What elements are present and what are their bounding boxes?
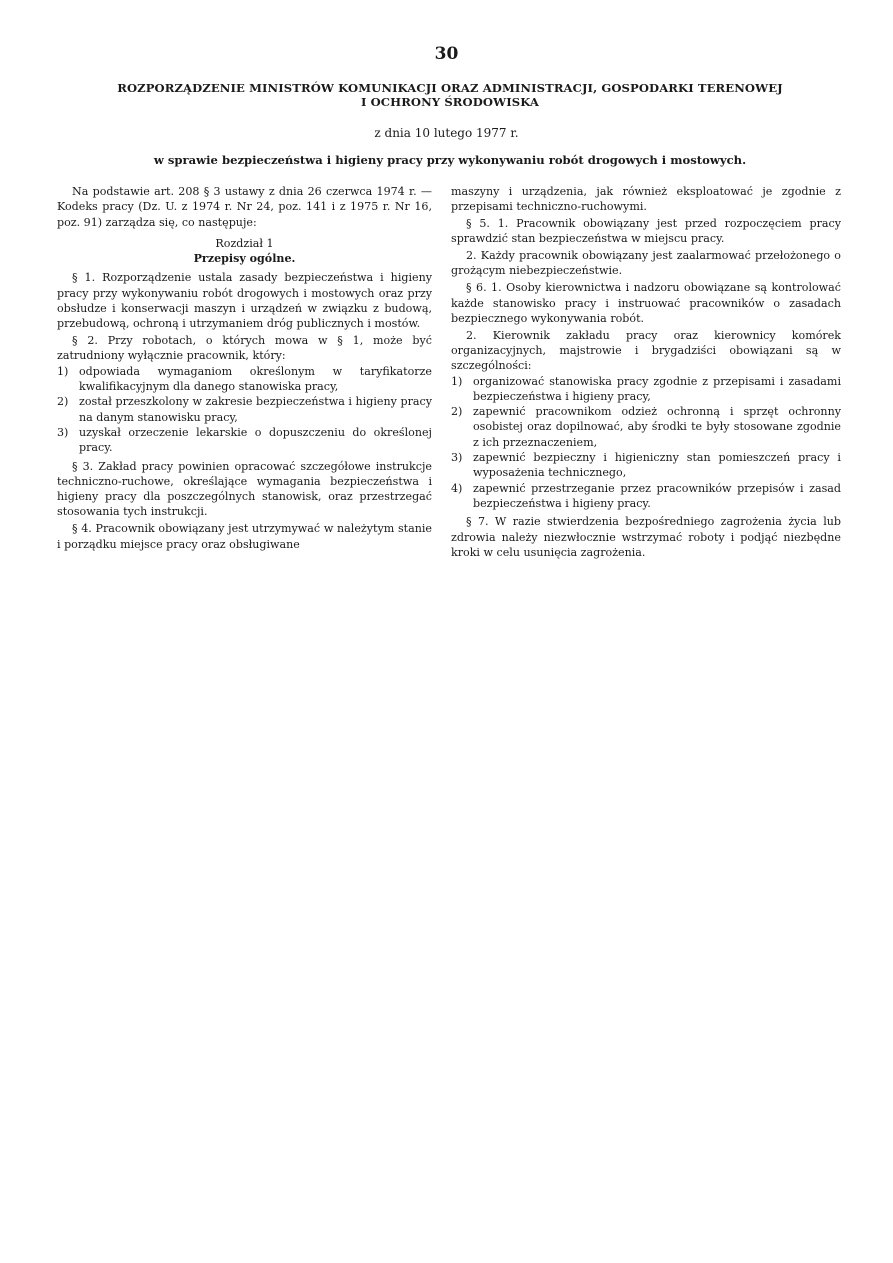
list-item-text: zapewnić bezpieczny i higieniczny stan pomieszczeń pracy i wyposażenia technicznego, — [473, 451, 841, 480]
page-number: 30 — [434, 44, 459, 64]
document-subject: w sprawie bezpieczeństwa i higieny pracy przy wykonywaniu robót drogowych i mostowych. — [153, 153, 747, 167]
list-item — [451, 450, 841, 481]
list-item-number: 2) — [451, 405, 463, 419]
title-line-2: I OCHRONY ŚRODOWISKA — [360, 95, 540, 109]
section-6-paragraph-2: 2. Kierownik zakładu pracy oraz kierownicy komórek organizacyjnych, majstrowie i brygadziści obowiązani są w szczególności: — [451, 328, 841, 373]
intro-paragraph: Na podstawie art. 208 § 3 ustawy z dnia 26 czerwca 1974 r. — Kodeks pracy (Dz. U. z 1974 r. Nr 24, poz. 141 i z 1975 r. Nr 16, poz. 91) zarządza się, co następuje: — [57, 185, 432, 229]
section-5-paragraph-1: § 5. 1. Pracownik obowiązany jest przed rozpoczęciem pracy sprawdzić stan bezpieczeństwa w miejscu pracy. — [451, 217, 841, 246]
list-item-number: 1) — [451, 374, 463, 388]
list-item — [57, 364, 432, 395]
list-item-number: 4) — [451, 481, 463, 495]
section-1: § 1. Rozporządzenie ustala zasady bezpieczeństwa i higieny pracy przy wykonywaniu robót drogowych i mostowych oraz przy obsłudze i konserwacji maszyn i urządzeń w związku z budową, przebudową, ochroną i utrzymaniem dróg publicznych i mostów. — [57, 271, 432, 331]
list-item — [451, 404, 841, 450]
list-item-number: 3) — [57, 425, 69, 439]
left-column — [57, 184, 432, 553]
right-column — [451, 184, 841, 562]
list-item-number: 3) — [451, 451, 463, 465]
list-item-number: 1) — [57, 364, 69, 378]
list-item-text: odpowiada wymaganiom określonym w taryfikatorze kwalifikacyjnym dla danego stanowiska pracy, — [79, 364, 432, 394]
list-item — [451, 481, 841, 512]
section-2-list — [57, 364, 432, 456]
list-item-text: został przeszkolony w zakresie bezpieczeństwa i higieny pracy na danym stanowisku pracy, — [79, 395, 432, 424]
section-6-list — [451, 374, 841, 512]
section-5-paragraph-2: 2. Każdy pracownik obowiązany jest zaalarmować przełożonego o grożącym niebezpieczeństwie. — [451, 249, 841, 278]
chapter-heading: Rozdział 1 — [215, 236, 274, 250]
list-item — [451, 374, 841, 405]
section-7: § 7. W razie stwierdzenia bezpośredniego zagrożenia życia lub zdrowia należy niezwłocznie wstrzymać roboty i podjąć niezbędne kroki w celu usunięcia zagrożenia. — [451, 515, 841, 559]
title-line-1: ROZPORZĄDZENIE MINISTRÓW KOMUNIKACJI ORAZ ADMINISTRACJI, GOSPODARKI TERENOWEJ — [117, 81, 783, 95]
chapter-title: Przepisy ogólne. — [193, 252, 296, 266]
section-2: § 2. Przy robotach, o których mowa w § 1, może być zatrudniony wyłącznie pracownik, który: — [57, 334, 432, 363]
list-item-text: organizować stanowiska pracy zgodnie z przepisami i zasadami bezpieczeństwa i higieny pracy, — [473, 374, 841, 403]
list-item — [57, 394, 432, 425]
list-item-number: 2) — [57, 395, 69, 409]
list-item-text: uzyskał orzeczenie lekarskie o dopuszczeniu do określonej pracy. — [79, 425, 432, 455]
list-item-text: zapewnić pracownikom odzież ochronną i sprzęt ochronny osobistej oraz dopilnować, aby środki te były stosowane zgodnie z ich przeznaczeniem, — [473, 405, 841, 449]
section-3: § 3. Zakład pracy powinien opracować szczegółowe instrukcje techniczno-ruchowe, określające wymagania bezpieczeństwa i higieny pracy dla poszczególnych stanowisk, oraz przestrzegać stosowania tych instrukcji. — [57, 459, 432, 519]
section-4: § 4. Pracownik obowiązany jest utrzymywać w należytym stanie i porządku miejsce pracy oraz obsługiwane — [57, 522, 432, 551]
document-title — [80, 81, 820, 109]
section-4-continued: maszyny i urządzenia, jak również eksploatować je zgodnie z przepisami techniczno-ruchowymi. — [451, 185, 841, 214]
section-6-paragraph-1: § 6. 1. Osoby kierownictwa i nadzoru obowiązane są kontrolować każde stanowisko pracy i instruować pracowników o zasadach bezpiecznego wykonywania robót. — [451, 281, 841, 325]
document-date: z dnia 10 lutego 1977 r. — [374, 126, 519, 140]
list-item — [57, 425, 432, 456]
list-item-text: zapewnić przestrzeganie przez pracowników przepisów i zasad bezpieczeństwa i higieny pracy. — [473, 481, 841, 510]
